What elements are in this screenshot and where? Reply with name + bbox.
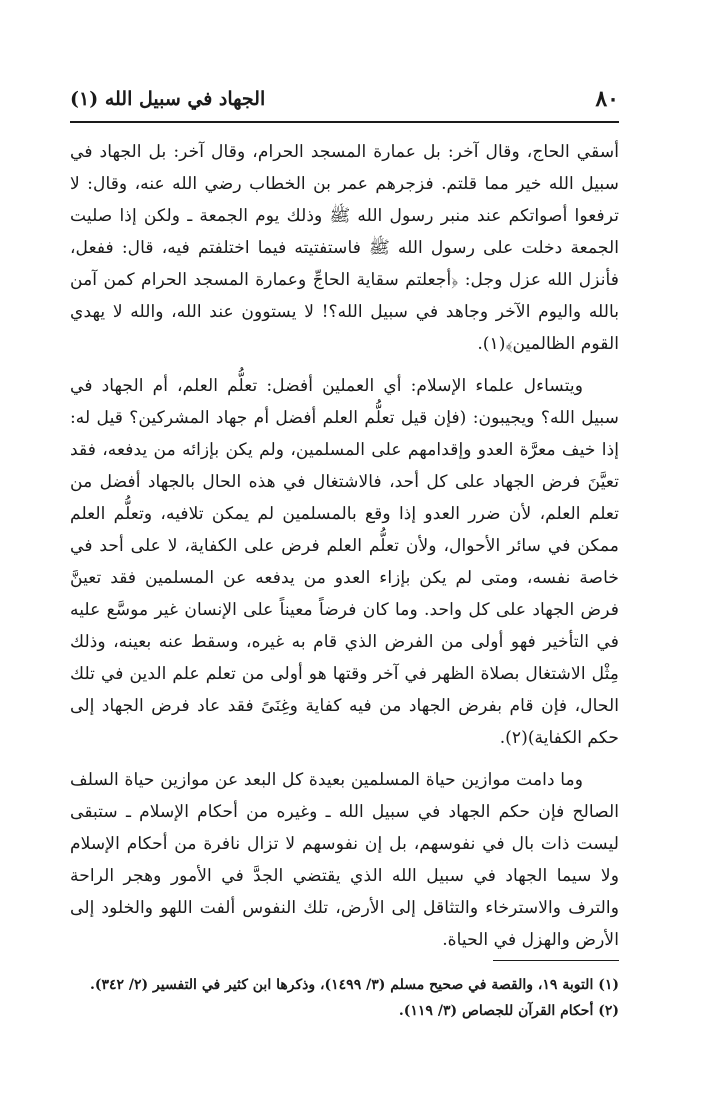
page-header — [70, 84, 619, 118]
footnote-2: (٢) أحكام القرآن للجصاص (٣/ ١١٩). — [398, 1003, 619, 1019]
paragraph-3: وما دامت موازين حياة المسلمين بعيدة كل البعد عن موازين حياة السلف الصالح فإن حكم الجهاد في سبيل الله ـ وغيره من أحكام الإسلام ـ ستبقى ليست ذات بال في نفوسهم، بل إن نفوسهم لا تزال نافرة من أحكام الإسلام ولا سيما الجهاد في سبيل الله الذي يقتضي الجدَّ في الأمور وهجر الراحة والترف والاسترخاء والتثاقل إلى الأرض، تلك النفوس ألفت اللهو والخلود إلى الأرض والهزل في الحياة. — [70, 770, 619, 950]
footnotes — [70, 972, 619, 1024]
paragraph-1: أسقي الحاج، وقال آخر: بل عمارة المسجد الحرام، وقال آخر: بل الجهاد في سبيل الله خير مما قلتم. فزجرهم عمر بن الخطاب رضي الله عنه، وقال: لا ترفعوا أصواتكم عند منبر رسول الله ﷺ وذلك يوم الجمعة ـ ولكن إذا صليت الجمعة دخلت على رسول الله ﷺ فاستفتيته فيما اختلفتم فيه، قال: ففعل، فأنزل الله عزل وجل: ﴿أجعلتم سقاية الحاجِّ وعمارة المسجد الحرام كمن آمن بالله واليوم الآخر وجاهد في سبيل الله؟! لا يستوون عند الله، والله لا يهدي القوم الظالمين﴾(١). — [70, 142, 619, 354]
running-title: الجهاد في سبيل الله (١) — [70, 88, 266, 110]
footnote-divider — [493, 960, 619, 961]
page-number: ٨٠ — [595, 86, 619, 112]
footnote-1: (١) التوبة ١٩، والقصة في صحيح مسلم (٣/ ١٤٩٩)، وذكرها ابن كثير في التفسير (٢/ ٣٤٢). — [89, 977, 619, 993]
main-text — [70, 136, 619, 966]
header-divider — [70, 121, 619, 123]
paragraph-2: ويتساءل علماء الإسلام: أي العملين أفضل: تعلُّم العلم، أم الجهاد في سبيل الله؟ ويجيبون: (فإن قيل تعلُّم العلم أفضل أم جهاد المشركين؟ قيل له: إذا خيف معرَّة العدو وإقدامهم على المسلمين، ولم يكن بإزائه من يدفعه، فقد تعيَّنَ فرض الجهاد على كل أحد، فالاشتغال في هذه الحال بالجهاد أفضل من تعلم العلم، لأن ضرر العدو إذا وقع بالمسلمين لم يمكن تلافيه، وتعلُّم العلم ممكن في سائر الأحوال، ولأن تعلُّم العلم فرض على الكفاية، لا على أحد في خاصة نفسه، ومتى لم يكن بإزاء العدو من يدفعه عن المسلمين فقد تعينَّ فرض الجهاد على كل واحد. وما كان فرضاً معيناً على الإنسان غير موسَّع عليه في التأخير فهو أولى من الفرض الذي قام به غيره، وسقط عنه بعينه، وذلك مِثْل الاشتغال بصلاة الظهر في آخر وقتها هو أولى من تعلم علم الدين في تلك الحال، فإن قام بفرض الجهاد من فيه كفاية وغِنَىً فقد عاد فرض الجهاد إلى حكم الكفاية)(٢). — [70, 376, 619, 748]
